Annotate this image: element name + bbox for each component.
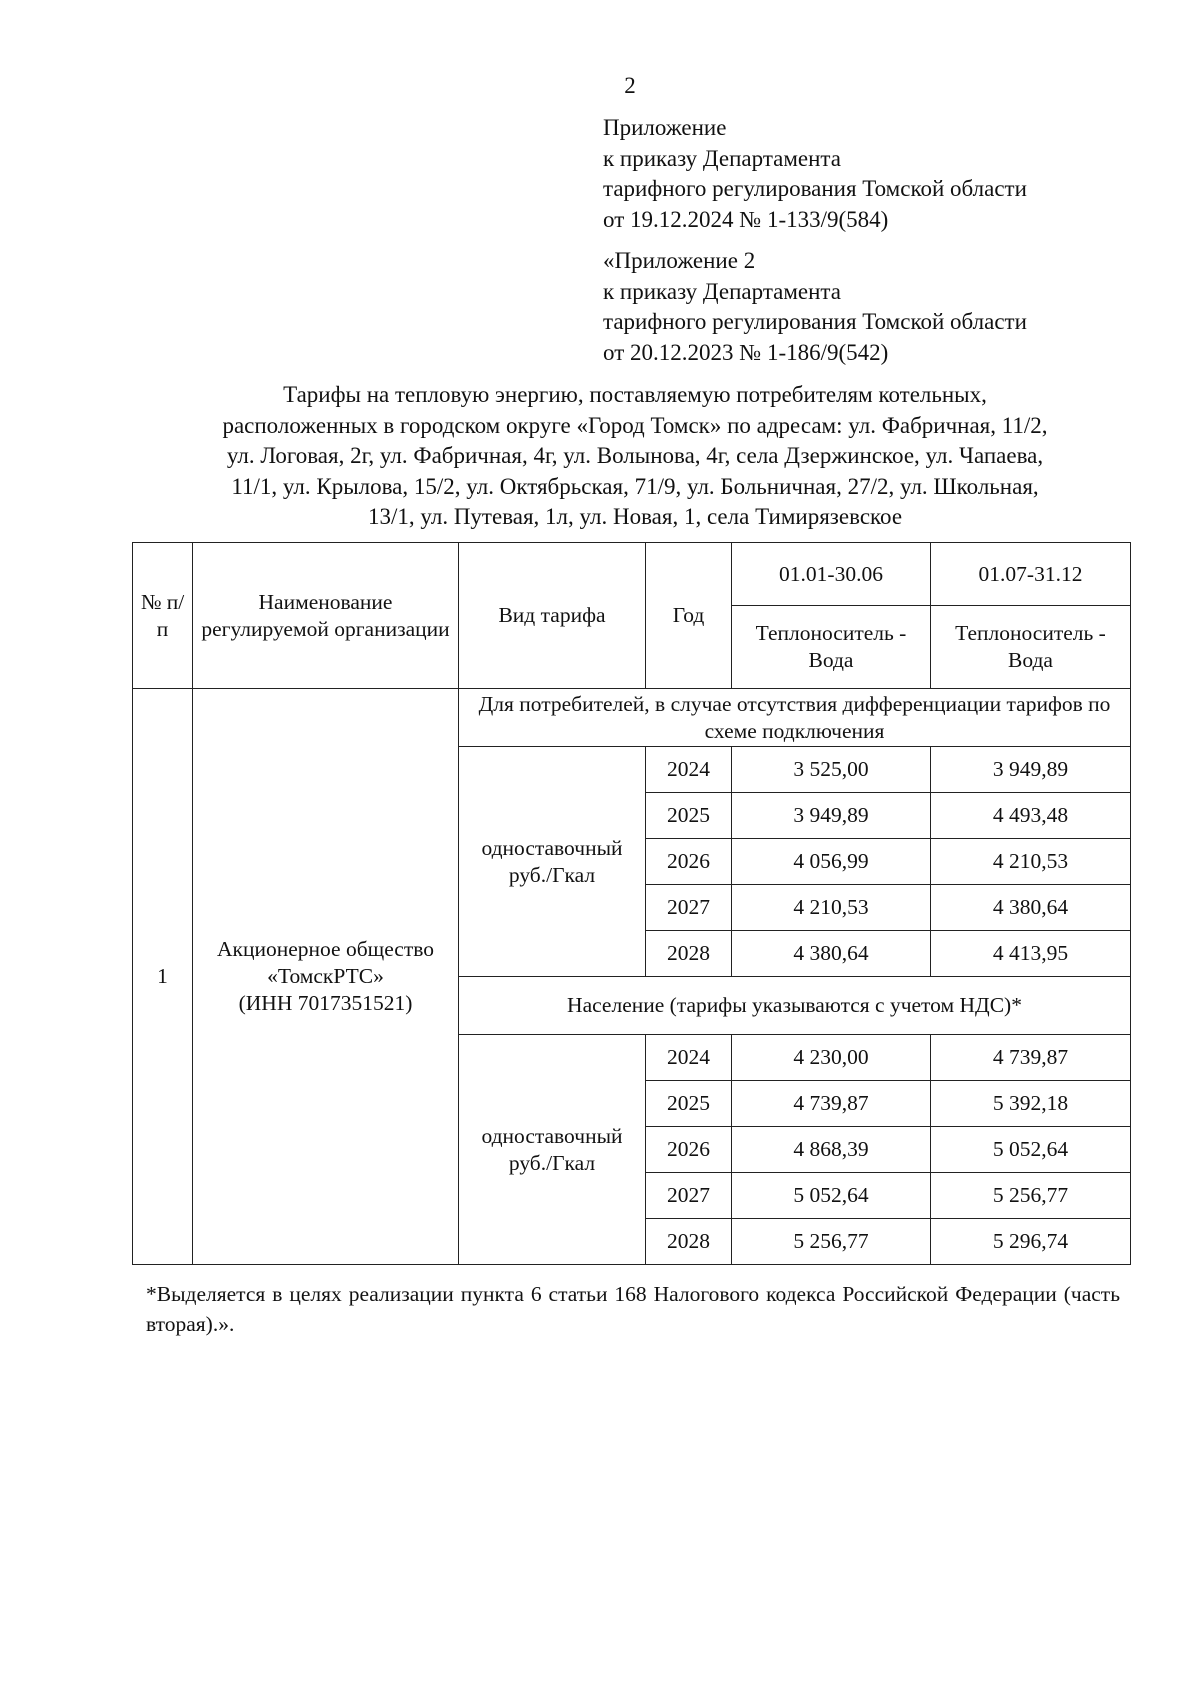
value-cell: 5 052,64 (732, 1173, 931, 1219)
year-cell: 2026 (646, 839, 732, 885)
value-cell: 4 413,95 (931, 931, 1131, 977)
header-carrier-2: Теплоноситель - Вода (931, 606, 1131, 689)
appendix-2-line: тарифного регулирования Томской области (603, 309, 1027, 334)
appendix-block-1 (603, 113, 1027, 235)
appendix-block-2 (603, 246, 1027, 368)
title-line: Тарифы на тепловую энергию, поставляемую потребителям котельных, (283, 382, 987, 407)
value-cell: 4 056,99 (732, 839, 931, 885)
footnote: *Выделяется в целях реализации пункта 6 статьи 168 Налогового кодекса Российской Федерации (часть вторая).». (146, 1282, 1120, 1336)
appendix-1-line: от 19.12.2024 № 1-133/9(584) (603, 206, 889, 232)
title-line: ул. Логовая, 2г, ул. Фабричная, 4г, ул. Волынова, 4г, села Дзержинское, ул. Чапаева, (226, 443, 1044, 468)
section-title-population: Население (тарифы указываются с учетом НДС)* (459, 977, 1131, 1035)
year-cell: 2028 (646, 931, 732, 977)
header-period-2: 01.07-31.12 (931, 543, 1131, 606)
year-cell: 2024 (646, 1035, 732, 1081)
value-cell: 4 739,87 (931, 1035, 1131, 1081)
header-year: Год (646, 543, 732, 689)
appendix-1-line: Приложение (603, 115, 727, 140)
header-num: № п/п (133, 543, 193, 689)
page-number: 2 (624, 73, 636, 98)
appendix-2-line: от 20.12.2023 № 1-186/9(542) (603, 339, 889, 365)
appendix-2-line: «Приложение 2 (603, 248, 756, 273)
year-cell: 2026 (646, 1127, 732, 1173)
value-cell: 5 052,64 (931, 1127, 1131, 1173)
header-period-1: 01.01-30.06 (732, 543, 931, 606)
title-line: 11/1, ул. Крылова, 15/2, ул. Октябрьская, 71/9, ул. Больничная, 27/2, ул. Школьная, (231, 473, 1039, 499)
value-cell: 5 392,18 (931, 1081, 1131, 1127)
org-line: (ИНН 7017351521) (238, 991, 413, 1015)
title-line: расположенных в городском округе «Город Томск» по адресам: ул. Фабричная, 11/2, (222, 412, 1048, 438)
value-cell: 4 380,64 (732, 931, 931, 977)
year-cell: 2025 (646, 793, 732, 839)
value-cell: 3 949,89 (931, 747, 1131, 793)
value-cell: 4 230,00 (732, 1035, 931, 1081)
value-cell: 4 868,39 (732, 1127, 931, 1173)
value-cell: 4 380,64 (931, 885, 1131, 931)
appendix-2-line: к приказу Департамента (603, 278, 841, 304)
tariff-type-population: одноставочный руб./Гкал (459, 1035, 646, 1265)
appendix-1-line: тарифного регулирования Томской области (603, 176, 1027, 201)
year-cell: 2027 (646, 885, 732, 931)
tariff-table (132, 542, 1131, 1265)
value-cell: 4 210,53 (931, 839, 1131, 885)
value-cell: 5 256,77 (931, 1173, 1131, 1219)
value-cell: 4 210,53 (732, 885, 931, 931)
org-line: «ТомскРТС» (267, 964, 384, 988)
value-cell: 3 525,00 (732, 747, 931, 793)
value-cell: 4 493,48 (931, 793, 1131, 839)
year-cell: 2024 (646, 747, 732, 793)
organization-name (193, 689, 459, 1265)
row-number: 1 (133, 689, 193, 1265)
org-line: Акционерное общество (217, 937, 434, 961)
header-carrier-1: Теплоноситель - Вода (732, 606, 931, 689)
header-org: Наименование регулируемой организации (193, 543, 459, 689)
tariff-type-general: одноставочный руб./Гкал (459, 747, 646, 977)
year-cell: 2027 (646, 1173, 732, 1219)
value-cell: 4 739,87 (732, 1081, 931, 1127)
document-title (130, 380, 1140, 533)
section-title-general: Для потребителей, в случае отсутствия дифференциации тарифов по схеме подключения (459, 689, 1131, 747)
year-cell: 2028 (646, 1219, 732, 1265)
appendix-1-line: к приказу Департамента (603, 145, 841, 171)
value-cell: 3 949,89 (732, 793, 931, 839)
header-tariff-type: Вид тарифа (459, 543, 646, 689)
title-line: 13/1, ул. Путевая, 1л, ул. Новая, 1, села Тимирязевское (367, 504, 903, 529)
value-cell: 5 256,77 (732, 1219, 931, 1265)
value-cell: 5 296,74 (931, 1219, 1131, 1265)
year-cell: 2025 (646, 1081, 732, 1127)
